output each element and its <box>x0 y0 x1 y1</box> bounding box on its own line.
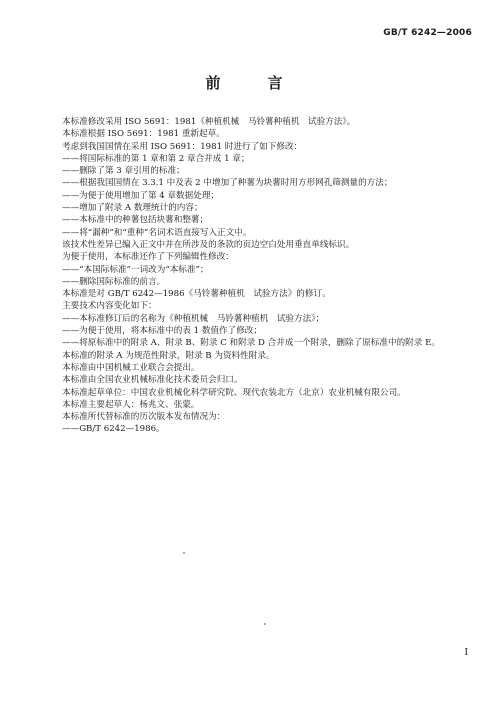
foreword-body <box>62 116 482 436</box>
text-line: ——GB/T 6242—1986。 <box>62 424 165 435</box>
text-line: ——删除国际标准的前言。 <box>62 276 166 287</box>
text-line: ——将“漏种”和“重种”名词术语直接写入正文中。 <box>62 227 252 238</box>
text-line: ——本标准中的种薯包括块薯和整薯； <box>62 215 209 226</box>
text-line: ——“本国际标准”一词改为“本标准”； <box>62 264 209 275</box>
page-number: I <box>464 648 468 658</box>
scan-speck <box>183 552 185 554</box>
text-line: ——本标准修订后的名称为《种植机械 马铃薯种植机 试验方法》； <box>62 313 325 324</box>
text-line: 本标准起草单位：中国农业机械化科学研究院、现代农装北方（北京）农业机械有限公司。 <box>62 387 406 398</box>
standard-code: GB/T 6242—2006 <box>383 28 472 38</box>
text-line: ——将国际标准的第 1 章和第 2 章合并成 1 章； <box>62 153 250 164</box>
text-line: ——删除了第 3 章引用的标准； <box>62 166 185 177</box>
text-line: 本标准由全国农业机械标准化技术委员会归口。 <box>62 375 243 386</box>
text-line: 本标准是对 GB/T 6242—1986《马铃薯种植机 试验方法》的修订。 <box>62 289 331 300</box>
text-line: ——为便于使用增加了第 4 章数据处理； <box>62 190 220 201</box>
text-line: 本标准修改采用 ISO 5691：1981《种植机械 马铃薯种植机 试验方法》。 <box>62 117 356 127</box>
text-line: ——为便于使用，将本标准中的表 1 数值作了修改； <box>62 326 262 337</box>
scan-speck <box>264 623 266 625</box>
text-line: 本标准所代替标准的历次版本发布情况为： <box>62 412 226 423</box>
text-line: ——根据我国国情在 3.3.1 中及表 2 中增加了种薯为块薯时用方形网孔筛测量的方法； <box>62 178 393 189</box>
text-line: 主要技术内容变化如下： <box>62 301 157 312</box>
text-line: 本标准由中国机械工业联合会提出。 <box>62 362 200 373</box>
text-line: 为便于使用，本标准还作了下列编辑性修改： <box>62 252 234 263</box>
text-line: 考虑到我国国情在采用 ISO 5691：1981 时进行了如下修改： <box>62 141 303 152</box>
text-line: 本标准的附录 A 为规范性附录，附录 B 为资料性附录。 <box>62 350 275 361</box>
page-title: 前 言 <box>205 74 299 92</box>
text-line: 本标准主要起草人：杨兆文、张蒙。 <box>62 399 200 410</box>
text-line: ——增加了附录 A 数理统计的内容； <box>62 203 203 214</box>
text-line: 该技术性差异已编入正文中并在所涉及的条款的页边空白处用垂直单线标识。 <box>62 239 355 250</box>
text-line: 本标准根据 ISO 5691：1981 重新起草。 <box>62 129 225 140</box>
text-line: ——将原标准中的附录 A、附录 B、附录 C 和附录 D 合并成一个附录，删除了原标准中的附录 E。 <box>62 338 440 349</box>
